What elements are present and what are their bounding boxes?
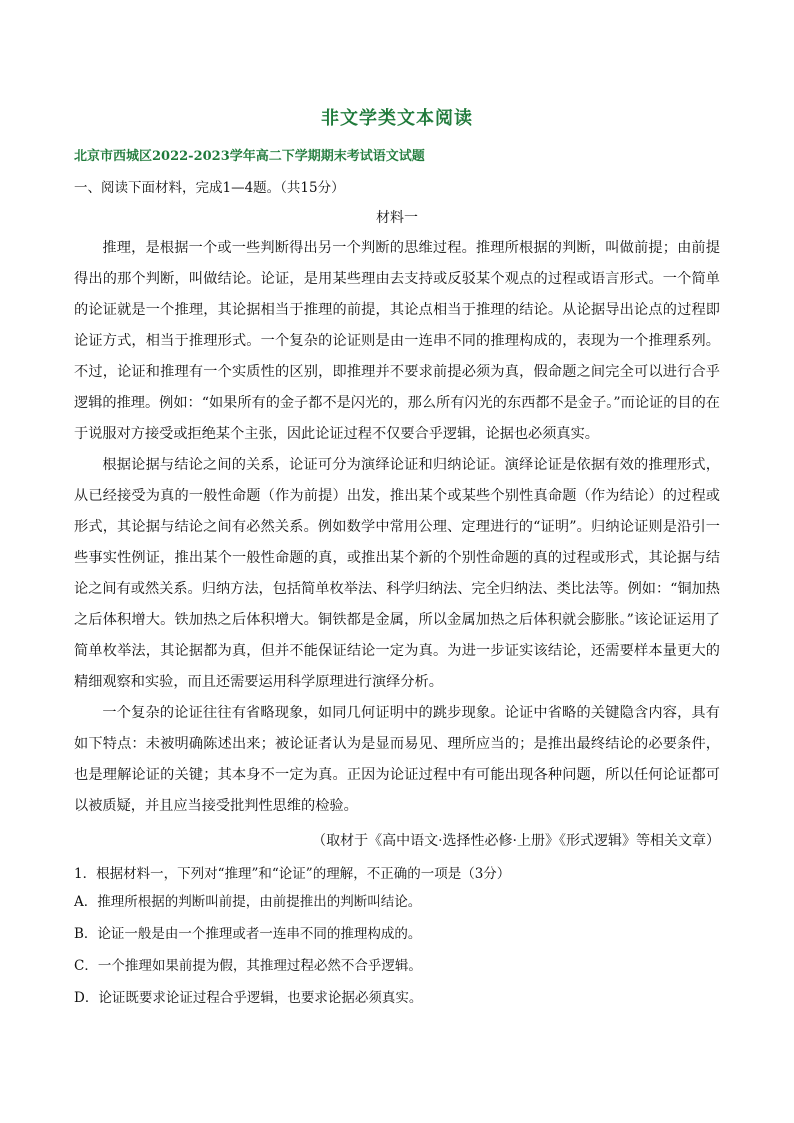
paragraph: 推理，是根据一个或一些判断得出另一个判断的思维过程。推理所根据的判断，叫做前提；由前提得出的那个判断，叫做结论。论证，是用某些理由去支持或反驳某个观点的过程或语言形式。一个简单的论证就是一个推理，其论据相当于推理的前提，其论点相当于推理的结论。从论据导出论点的过程即论证方式，相当于推理形式。一个复杂的论证则是由一连串不同的推理构成的，表现为一个推理系列。不过，论证和推理有一个实质性的区别，即推理并不要求前提必须为真，假命题之间完全可以进行合乎逻辑的推理。例如：“如果所有的金子都不是闪光的，那么所有闪光的东西都不是金子。”而论证的目的在于说服对方接受或拒绝某个主张，因此论证过程不仅要合乎逻辑，论据也必须真实。 (74, 240, 720, 442)
material-text (74, 233, 720, 822)
section-instruction: 一、阅读下面材料，完成1—4题。（共15分） (74, 180, 345, 196)
material-heading: 材料一 (376, 210, 418, 226)
option-b: B．论证一般是由一个推理或者一连串不同的推理构成的。 (74, 926, 422, 942)
page-title: 非文学类文本阅读 (321, 108, 473, 129)
paragraph: 根据论据与结论之间的关系，论证可分为演绎论证和归纳论证。演绎论证是依据有效的推理形式，从已经接受为真的一般性命题（作为前提）出发，推出某个或某些个别性真命题（作为结论）的过程或形式，其论据与结论之间有必然关系。例如数学中常用公理、定理进行的“证明”。归纳论证则是沿引一些事实性例证，推出某个一般性命题的真，或推出某个新的个别性命题的真的过程或形式，其论据与结论之间有或然关系。归纳方法，包括简单枚举法、科学归纳法、完全归纳法、类比法等。例如：“铜加热之后体积增大。铁加热之后体积增大。铜铁都是金属，所以金属加热之后体积就会膨胀。”该论证运用了简单枚举法，其论据都为真，但并不能保证结论一定为真。为进一步证实该结论，还需要样本量更大的精细观察和实验，而且还需要运用科学原理进行演绎分析。 (74, 457, 720, 690)
question-1: 1．根据材料一，下列对“推理”和“论证”的理解，不正确的一项是（3分） (74, 866, 511, 882)
option-d: D．论证既要求论证过程合乎逻辑，也要求论据必须真实。 (74, 990, 423, 1006)
source-citation: （取材于《高中语文·选择性必修·上册》《形式逻辑》等相关文章） (312, 833, 720, 849)
paragraph: 一个复杂的论证往往有省略现象，如同几何证明中的跳步现象。论证中省略的关键隐含内容，具有如下特点：未被明确陈述出来；被论证者认为是显而易见、理所应当的；是推出最终结论的必要条件，也是理解论证的关键；其本身不一定为真。正因为论证过程中有可能出现各种问题，所以任何论证都可以被质疑，并且应当接受批判性思维的检验。 (74, 705, 720, 814)
option-a: A．推理所根据的判断叫前提，由前提推出的判断叫结论。 (74, 894, 422, 910)
option-c: C．一个推理如果前提为假，其推理过程必然不合乎逻辑。 (74, 958, 422, 974)
exam-source-title: 北京市西城区2022-2023学年高二下学期期末考试语文试题 (74, 149, 425, 164)
answer-options (74, 892, 720, 1020)
